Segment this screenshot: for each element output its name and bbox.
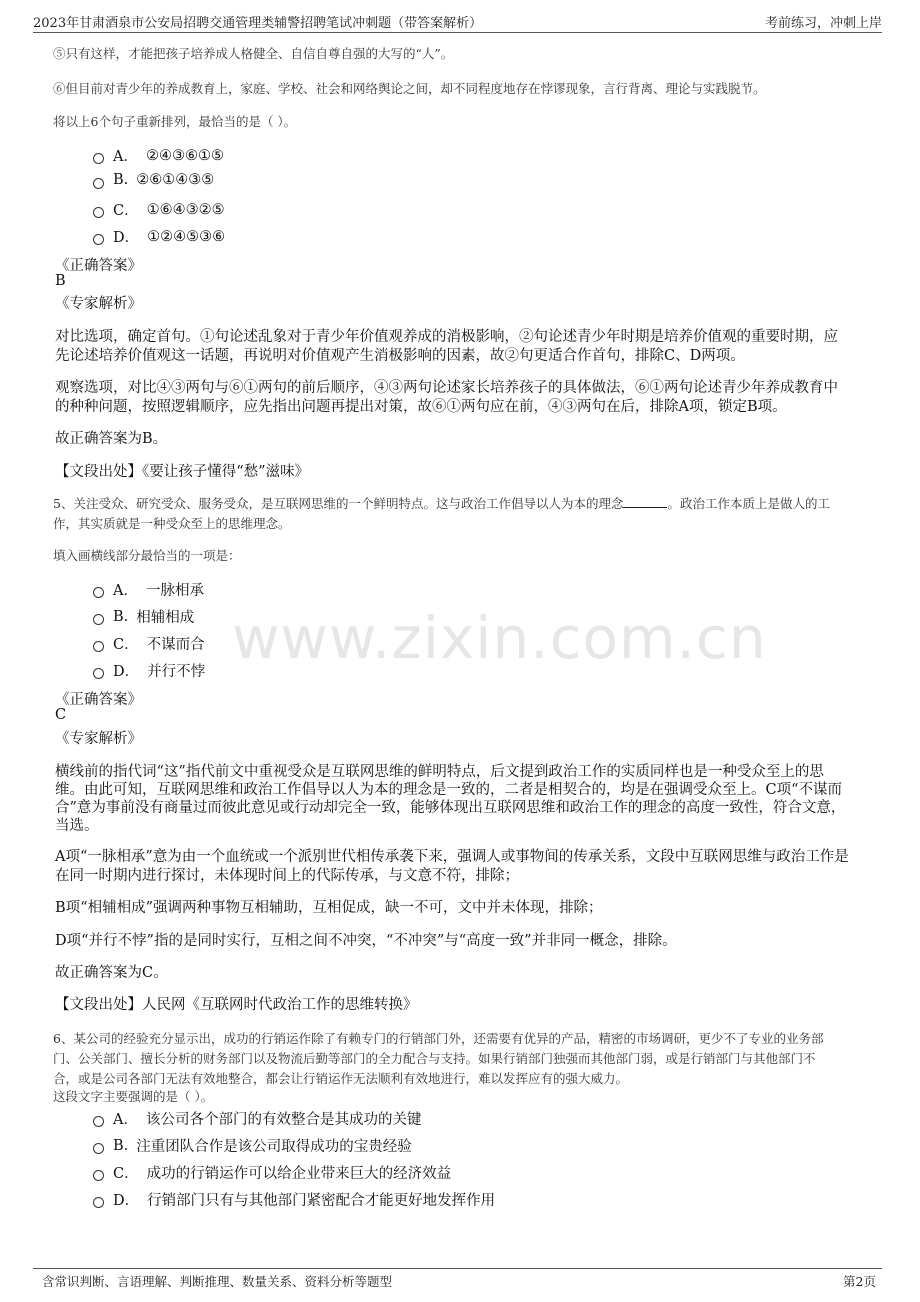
q6-stem: 门、公关部门、擅长分析的财务部门以及物流后勤等部门的全力配合与支持。如果行销部门独强而其他部门弱，或是行销部门与其他部门不 [53,1051,816,1066]
question-prompt: 填入画横线部分最恰当的一项是： [53,548,241,563]
answer-label: 《正确答案》 [55,258,142,274]
radio-icon[interactable] [93,1143,104,1154]
fill-blank [623,495,667,508]
watermark: www.zixin.com.cn [232,604,767,672]
analysis-text: 合”意为事前没有商量过而彼此意见或行动却完全一致，能够体现出互联网思维和政治工作的理念的高度一致性，符合文意， [55,800,846,816]
page-header [0,0,920,30]
radio-icon[interactable] [93,1116,104,1127]
analysis-text: 维。由此可知，互联网思维和政治工作倡导以人为本的理念是一致的，二者是相契合的，均是在强调受众至上。C项“不谋而 [55,782,843,798]
question-prompt: 这段文字主要强调的是（ ）。 [53,1089,214,1104]
answer-value: C [55,707,67,723]
analysis-text: 对比选项，确定首句。①句论述乱象对于青少年价值观养成的消极影响，②句论述青少年时期是培养价值观的重要时期，应 [55,329,838,345]
radio-icon[interactable] [93,234,104,245]
analysis-text: 当选。 [55,818,99,834]
header-slogan: 考前练习，冲刺上岸 [764,16,882,31]
q5-stem: 5、关注受众、研究受众、服务受众，是互联网思维的一个鲜明特点。这与政治工作倡导以人为本的理念 。政治工作本质上是做人的工 [53,496,830,511]
analysis-text: 在同一时期内进行探讨，未体现时间上的代际传承，与文意不符，排除； [55,868,519,884]
radio-icon[interactable] [93,1197,104,1208]
q5-option-d[interactable]: D． 并行不悖 [93,660,205,681]
page-number: 第2页 [843,1274,876,1289]
footer-description: 含常识判断、言语理解、判断推理、数量关系、资料分析等题型 [42,1274,393,1289]
q6-option-c[interactable]: C． 成功的行销运作可以给企业带来巨大的经济效益 [93,1162,451,1183]
analysis-label: 《专家解析》 [55,296,142,312]
radio-icon[interactable] [93,641,104,652]
q5-stem: 作，其实质就是一种受众至上的思维理念。 [53,516,291,531]
answer-label: 《正确答案》 [55,692,142,708]
q4-option-d[interactable]: D． ①②④⑤③⑥ [93,226,225,247]
analysis-label: 《专家解析》 [55,731,142,747]
q5-option-c[interactable]: C． 不谋而合 [93,633,205,654]
q5-option-a[interactable]: A． 一脉相承 [93,579,204,600]
q4-option-b[interactable]: B. ②⑥①④③⑤ [93,172,214,188]
page-footer [0,1262,920,1302]
analysis-text: 横线前的指代词“这”指代前文中重视受众是互联网思维的鲜明特点，后文提到政治工作的实质同样也是一种受众至上的思 [55,764,824,780]
analysis-text: B项“相辅相成”强调两种事物互相辅助，互相促成，缺一不可，文中并未体现，排除； [55,900,603,916]
source-note: 【文段出处】《要让孩子懂得“愁”滋味》 [55,464,310,480]
answer-value: B [55,273,66,289]
document-title: 2023年甘肃酒泉市公安局招聘交通管理类辅警招聘笔试冲刺题（带答案解析） [33,16,483,31]
source-note: 【文段出处】人民网《互联网时代政治工作的思维转换》 [55,997,418,1013]
q6-option-a[interactable]: A． 该公司各个部门的有效整合是其成功的关键 [93,1108,421,1129]
footer-divider [33,1268,882,1269]
analysis-conclusion: 故正确答案为B。 [55,431,168,447]
q6-stem: 6、某公司的经验充分显示出，成功的行销运作除了有赖专门的行销部门外，还需要有优异的产品，精密的市场调研，更少不了专业的业务部 [53,1031,824,1046]
analysis-text: A项“一脉相承”意为由一个血统或一个派别世代相传承袭下来，强调人或事物间的传承关系，文段中互联网思维与政治工作是 [55,849,849,865]
sentence-5: ⑤只有这样，才能把孩子培养成人格健全、自信自尊自强的大写的“人”。 [53,46,454,61]
radio-icon[interactable] [93,1170,104,1181]
q6-option-b[interactable]: B. 注重团队合作是该公司取得成功的宝贵经验 [93,1135,412,1156]
analysis-text: 观察选项，对比④③两句与⑥①两句的前后顺序，④③两句论述家长培养孩子的具体做法，⑥①两句论述青少年养成教育中 [55,380,838,396]
q5-option-b[interactable]: B. 相辅相成 [93,606,194,627]
radio-icon[interactable] [93,668,104,679]
radio-icon[interactable] [93,207,104,218]
sentence-6: ⑥但目前对青少年的养成教育上，家庭、学校、社会和网络舆论之间，却不同程度地存在悖谬现象，言行背离、理论与实践脱节。 [53,81,766,96]
analysis-text: 先论述培养价值观这一话题，再说明对价值观产生消极影响的因素，故②句更适合作首句，排除C、D两项。 [55,348,745,364]
q4-option-a[interactable]: A． ②④③⑥①⑤ [93,145,224,166]
radio-icon[interactable] [93,587,104,598]
radio-icon[interactable] [93,153,104,164]
question-prompt: 将以上6个句子重新排列，最恰当的是（ ）。 [53,114,297,129]
radio-icon[interactable] [93,178,104,189]
radio-icon[interactable] [93,614,104,625]
q6-stem: 合，或是公司各部门无法有效地整合，都会让行销运作无法顺利有效地进行，难以发挥应有的强大威力。 [53,1071,629,1086]
analysis-text: D项“并行不悖”指的是同时实行，互相之间不冲突，“不冲突”与“高度一致”并非同一概念，排除。 [55,933,677,949]
q6-option-d[interactable]: D． 行销部门只有与其他部门紧密配合才能更好地发挥作用 [93,1189,495,1210]
analysis-conclusion: 故正确答案为C。 [55,965,168,981]
header-divider [33,32,882,33]
q4-option-c[interactable]: C． ①⑥④③②⑤ [93,199,225,220]
analysis-text: 的种种问题，按照逻辑顺序，应先指出问题再提出对策，故⑥①两句应在前，④③两句在后，排除A项，锁定B项。 [55,399,787,415]
